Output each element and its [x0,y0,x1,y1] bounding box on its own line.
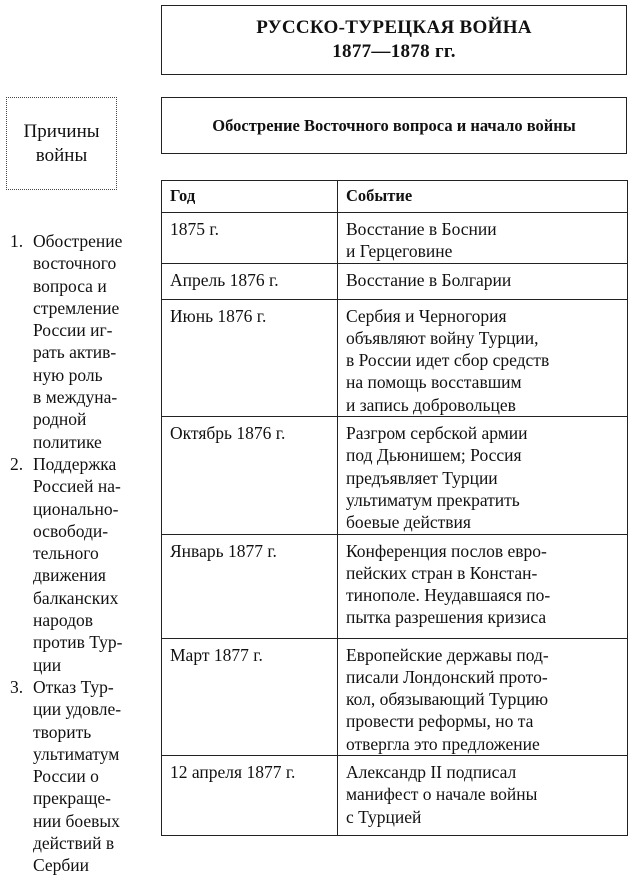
event-text-line: писали Лондонский прото- [346,666,548,687]
cause-text-line: народов [33,610,94,631]
table-row [162,263,628,299]
event-text-line: с Турцией [346,806,422,827]
table-row [162,756,628,836]
event-cell [338,756,628,836]
cause-text-line: родной [33,409,87,430]
cause-text-line: Обострение [33,231,123,251]
cause-text-line: прекраще- [33,788,111,809]
event-text-line: кол, обязывающий Турцию [346,689,549,710]
cause-text-line: России о [33,766,99,787]
cause-text-line: нии боевых [33,810,120,831]
cause-item [10,453,155,676]
cause-text-line: движения [33,565,106,586]
year-cell: Март 1877 г. [162,638,338,755]
event-cell [338,299,628,416]
cause-text-line: балканских [33,587,119,608]
causes-label-box [6,97,117,190]
event-text-line: ультиматум прекратить [346,489,520,510]
table-row [162,213,628,264]
event-text-line: пытка разрешения кризиса [346,607,547,628]
event-text-line: Александр II подписал [346,762,517,783]
event-text-line: Разгром сербской армии [346,423,528,444]
causes-label-line-1: Причины [23,120,100,142]
year-cell: Январь 1877 г. [162,534,338,638]
event-text-line: боевые действия [346,512,471,533]
cause-text-line: ную роль [33,364,103,385]
causes-label-line-2: войны [35,144,88,166]
cause-text-line: России иг- [33,320,113,341]
cause-text-line: восточного [33,253,117,274]
event-text-line: предъявляет Турции [346,467,498,488]
table-header-row [162,181,628,213]
cause-text-line: ционально- [33,498,119,519]
event-text-line: под Дьюнишем; Россия [346,445,522,466]
event-text-line: манифест о начале войны [346,784,538,805]
event-text-line: Восстание в Болгарии [346,269,512,290]
section-heading: Обострение Восточного вопроса и начало войны [161,97,627,154]
year-cell: 12 апреля 1877 г. [162,756,338,836]
event-text-line: тинополе. Неудавшаяся по- [346,585,551,606]
column-header-year: Год [162,181,338,213]
cause-text-line: Поддержка [33,453,117,474]
event-text-line: Конференция послов евро- [346,540,547,561]
event-text-line: в России идет сбор средств [346,350,550,371]
year-cell: Июнь 1876 г. [162,299,338,416]
year-cell: Апрель 1876 г. [162,263,338,299]
event-cell [338,263,628,299]
table-row [162,417,628,534]
event-cell [338,638,628,755]
cause-text-line: действий в [33,833,115,854]
column-header-event: Событие [338,181,628,213]
event-text-line: Восстание в Боснии [346,219,497,239]
cause-text-line: Россией на- [33,476,121,497]
event-text-line: на помощь восставшим [346,372,522,393]
cause-number: 2. [10,453,24,474]
event-text-line: Сербия и Черногория [346,305,507,326]
cause-text-line: политике [33,431,102,452]
title-line-2: 1877—1878 гг. [332,41,456,62]
cause-text-line: ции [33,654,62,675]
event-text-line: Европейские державы под- [346,644,549,665]
causes-list [10,230,155,877]
event-text-line: объявляют войну Турции, [346,327,539,348]
cause-text-line: ультиматум [33,743,120,764]
event-text-line: отвергла это предложение [346,733,540,754]
events-table-body [162,213,628,836]
event-text-line: и запись добровольцев [346,394,516,415]
event-text-line: провести реформы, но та [346,711,534,732]
cause-text-line: стремление [33,297,120,318]
event-cell [338,213,628,264]
cause-text-line: тельного [33,543,99,564]
events-table [161,180,628,836]
document-title [161,5,627,75]
table-row [162,638,628,755]
year-cell: Октябрь 1876 г. [162,417,338,534]
table-row [162,299,628,416]
table-row [162,534,628,638]
cause-text-line: вопроса и [33,275,107,296]
cause-text-line: против Тур- [33,632,123,653]
cause-text-line: Сербии [33,855,90,876]
event-cell [338,534,628,638]
event-text-line: и Герцеговине [346,241,453,262]
cause-text-line: освободи- [33,520,109,541]
cause-item [10,676,155,877]
cause-number: 3. [10,676,24,697]
event-cell [338,417,628,534]
cause-text-line: рать актив- [33,342,117,363]
cause-text-line: ции удовле- [33,699,122,720]
cause-number: 1. [10,231,24,251]
cause-item [10,230,155,453]
cause-text-line: в междуна- [33,387,118,408]
title-line-1: РУССКО-ТУРЕЦКАЯ ВОЙНА [256,17,532,38]
event-text-line: пейских стран в Констан- [346,562,538,583]
cause-text-line: творить [33,721,92,742]
cause-text-line: Отказ Тур- [33,676,114,697]
year-cell: 1875 г. [162,213,338,264]
